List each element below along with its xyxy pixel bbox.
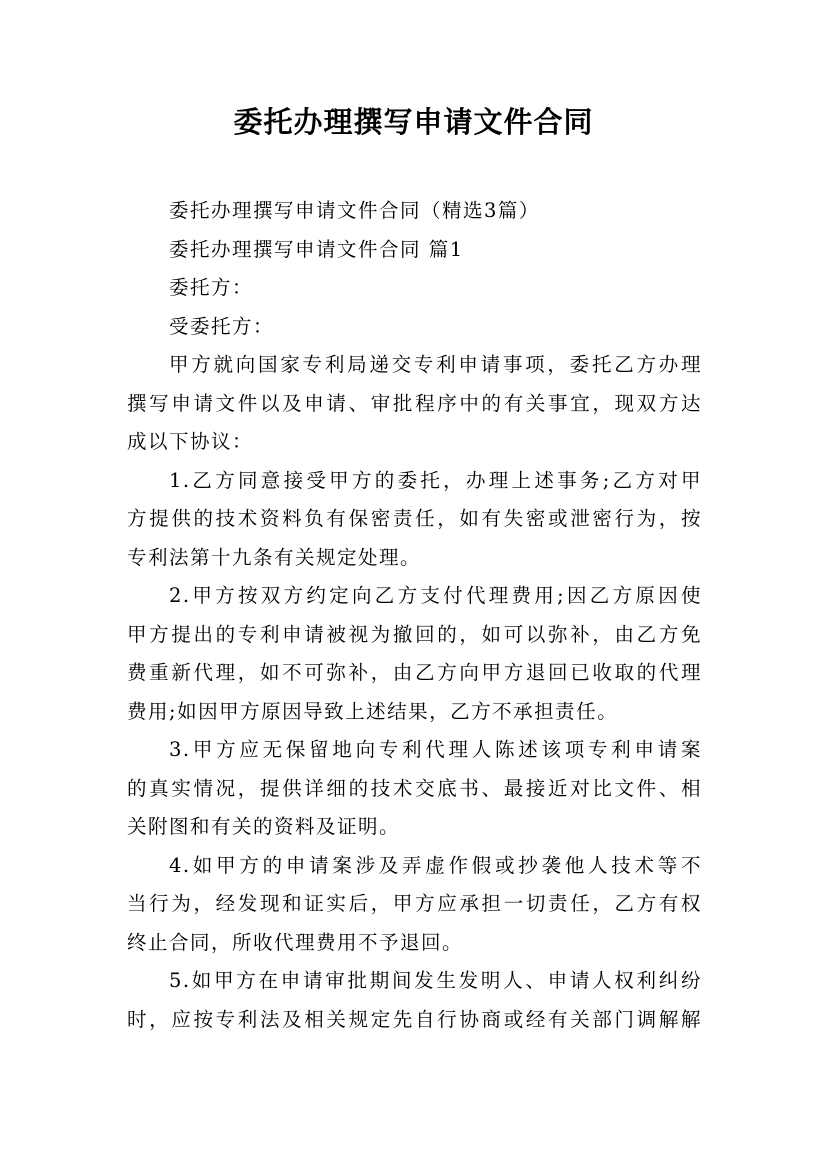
clause-4-line: 4.如甲方的申请案涉及弄虚作假或抄袭他人技术等不	[169, 853, 702, 877]
clause-1-line: 1.乙方同意接受甲方的委托，办理上述事务;乙方对甲	[169, 468, 702, 492]
clause-3-line: 关附图和有关的资料及证明。	[127, 815, 401, 838]
clause-2-line: 2.甲方按双方约定向乙方支付代理费用;因乙方原因使	[169, 584, 702, 607]
clause-2-line: 费重新代理，如不可弥补，由乙方向甲方退回已收取的代理	[127, 661, 702, 684]
paragraph-line: 甲方就向国家专利局递交专利申请事项，委托乙方办理	[169, 353, 702, 376]
clause-1-line: 专利法第十九条有关规定处理。	[127, 545, 422, 569]
clause-5-line: 5.如甲方在申请审批期间发生发明人、申请人权利纠纷	[169, 969, 702, 992]
clause-2-line: 甲方提出的专利申请被视为撤回的，如可以弥补，由乙方免	[127, 622, 702, 646]
clause-4-line: 当行为，经发现和证实后，甲方应承担一切责任，乙方有权	[127, 892, 702, 915]
clause-4-line: 终止合同，所收代理费用不予退回。	[127, 930, 464, 954]
paragraph-line: 成以下协议：	[127, 430, 254, 453]
document-body	[127, 192, 702, 1039]
paragraph-line: 撰写申请文件以及申请、审批程序中的有关事宜，现双方达	[127, 391, 702, 415]
clause-2-line: 费用;如因甲方原因导致上述结果，乙方不承担责任。	[127, 699, 619, 723]
clause-3-line: 的真实情况，提供详细的技术交底书、最接近对比文件、相	[127, 776, 702, 800]
section-heading-line: 委托办理撰写申请文件合同 篇1	[169, 237, 464, 261]
document-title: 委托办理撰写申请文件合同	[233, 105, 594, 139]
subtitle-line: 委托办理撰写申请文件合同（精选3篇）	[169, 199, 540, 222]
agent-party-line: 受委托方：	[169, 314, 275, 338]
clause-1-line: 方提供的技术资料负有保密责任，如有失密或泄密行为，按	[127, 507, 702, 530]
clause-3-line: 3.甲方应无保留地向专利代理人陈述该项专利申请案	[169, 738, 702, 761]
principal-party-line: 委托方：	[169, 276, 254, 299]
clause-5-line: 时，应按专利法及相关规定先自行协商或经有关部门调解解	[127, 1007, 702, 1031]
